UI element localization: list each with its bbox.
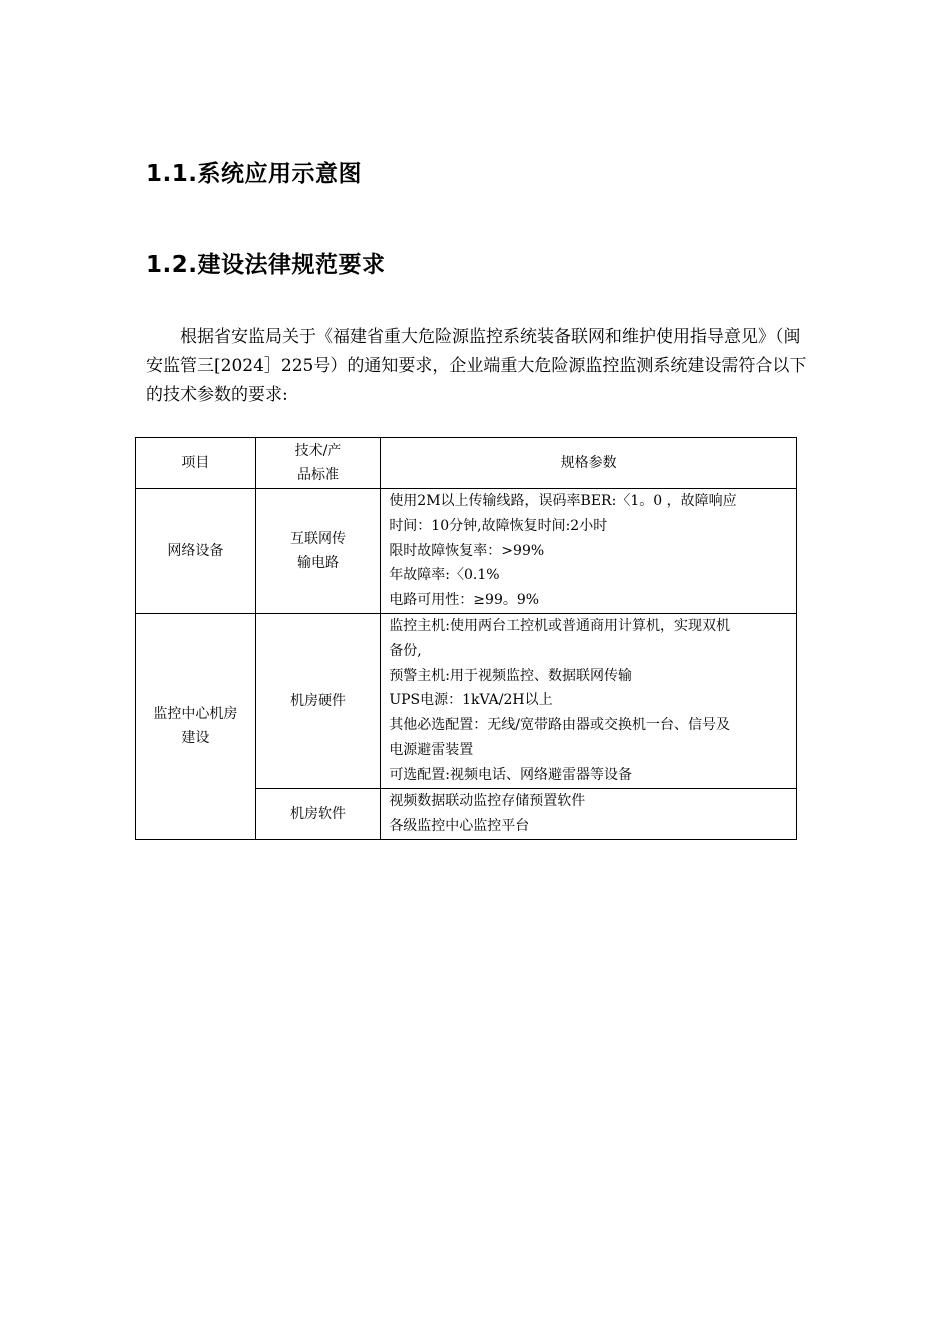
section-heading-1-1: 1.1.系统应用示意图: [146, 161, 362, 187]
software-standard-cell: [255, 789, 381, 840]
software-standard-label: 机房软件: [290, 805, 347, 822]
network-spec-line: 使用2M以上传输线路，误码率BER:〈1。0 ，故障响应: [389, 493, 737, 509]
hardware-standard-label: 机房硬件: [290, 693, 347, 709]
network-standard-cell: [255, 489, 381, 614]
network-spec-line: 限时故障恢复率：>99%: [389, 542, 545, 559]
hardware-standard-cell: [255, 614, 381, 789]
software-spec-line: 各级监控中心监控平台: [389, 817, 530, 834]
header-item-label: 项目: [181, 455, 210, 471]
software-spec-line: 视频数据联动监控存储预置软件: [389, 793, 586, 809]
network-item-label: 网络设备: [167, 543, 224, 559]
network-spec-cell: [381, 489, 797, 614]
header-item: [136, 438, 256, 489]
table-header-row: [136, 438, 797, 489]
monitor-center-item-line1: 监控中心机房: [153, 706, 238, 723]
requirements-table: [135, 437, 797, 840]
monitor-center-item-line2: 建设: [181, 730, 210, 747]
header-standard: [255, 438, 381, 489]
network-standard-line2: 输电路: [297, 555, 340, 571]
header-spec: [381, 438, 797, 489]
software-spec-cell: [381, 789, 797, 840]
hardware-spec-cell: [381, 614, 797, 789]
table-row-network: [136, 489, 797, 614]
network-spec-line: 年故障率:〈0.1%: [389, 567, 500, 584]
section-heading-1-2: 1.2.建设法律规范要求: [146, 252, 386, 278]
monitor-center-item-cell: [136, 614, 256, 840]
header-standard-line1: 技术/产: [294, 443, 342, 459]
hardware-spec-line: 其他必选配置：无线/宽带路由器或交换机一台、信号及: [389, 717, 731, 734]
table-row-hardware: [136, 614, 797, 789]
header-spec-label: 规格参数: [560, 455, 617, 471]
hardware-spec-line: UPS电源：1kVA/2H以上: [389, 692, 553, 709]
hardware-spec-line: 可选配置:视频电话、网络避雷器等设备: [389, 766, 633, 783]
hardware-spec-line: 预警主机:用于视频监控、数据联网传输: [389, 667, 633, 684]
network-spec-line: 电路可用性：≥99。9%: [389, 592, 540, 609]
hardware-spec-line: 备份,: [389, 642, 422, 659]
network-spec-line: 时间：10分钟,故障恢复时间:2小时: [389, 517, 608, 534]
network-item-cell: [136, 489, 256, 614]
hardware-spec-line: 电源避雷装置: [389, 741, 474, 758]
header-standard-line2: 品标准: [297, 467, 340, 483]
hardware-spec-line: 监控主机:使用两台工控机或普通商用计算机，实现双机: [389, 618, 731, 634]
intro-paragraph: 根据省安监局关于《福建省重大危险源监控系统装备联网和维护使用指导意见》（闽安监管三[2024］225号）的通知要求，企业端重大危险源监控监测系统建设需符合以下的技术参数的要求:: [146, 327, 807, 405]
network-standard-line1: 互联网传: [290, 531, 347, 547]
